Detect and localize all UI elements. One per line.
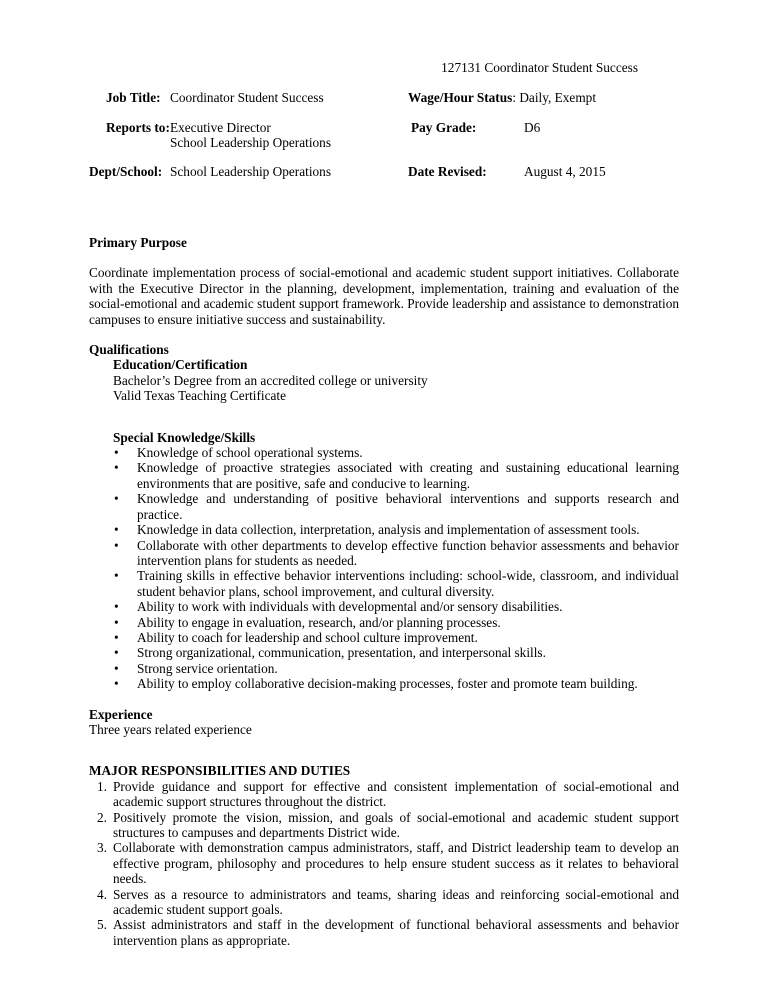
skill-item: • Knowledge of proactive strategies associated with creating and sustaining educational learning environments that are positive, safe and conducive to learning. bbox=[114, 460, 679, 491]
duty-item: 1. Provide guidance and support for effective and consistent implementation of social-emotional and academic support structures throughout the district. bbox=[97, 778, 679, 810]
bullet-icon: • bbox=[114, 568, 119, 584]
skill-item: • Ability to engage in evaluation, research, and/or planning processes. bbox=[114, 614, 501, 630]
skill-item: • Ability to employ collaborative decision-making processes, foster and promote team building. bbox=[114, 676, 638, 692]
info-row-job-title bbox=[0, 90, 768, 124]
skill-item: • Ability to work with individuals with developmental and/or sensory disabilities. bbox=[114, 599, 563, 615]
skill-item: • Collaborate with other departments to develop effective function behavior assessments and behavior intervention plans for students as needed. bbox=[114, 537, 679, 568]
bullet-icon: • bbox=[114, 460, 119, 476]
experience-text: Three years related experience bbox=[89, 721, 252, 737]
duty-item: 5. Assist administrators and staff in the development of functional behavioral assessments and behavior intervention plans as appropriate. bbox=[97, 917, 679, 948]
skill-item: • Training skills in effective behavior interventions including: school-wide, classroom, and individual student behavior plans, school improvement, and cultural diversity. bbox=[114, 568, 679, 599]
reports-to-label: Reports to: bbox=[106, 120, 170, 135]
dept-school-value: School Leadership Operations bbox=[170, 164, 331, 179]
bullet-icon: • bbox=[114, 676, 119, 692]
skill-item: • Ability to coach for leadership and school culture improvement. bbox=[114, 629, 478, 645]
education-item: Valid Texas Teaching Certificate bbox=[113, 388, 287, 404]
duty-item: 3. Collaborate with demonstration campus administrators, staff, and District leadership team to develop an effective program, philosophy and procedures to help ensure student success as it relates to behavioral needs. bbox=[97, 840, 679, 887]
pay-grade-label: Pay Grade: bbox=[411, 120, 477, 135]
pay-grade-value: D6 bbox=[524, 120, 541, 135]
info-row-dept bbox=[0, 164, 768, 198]
bullet-icon: • bbox=[114, 660, 119, 676]
date-revised-label: Date Revised: bbox=[408, 164, 487, 179]
reports-to-value bbox=[170, 120, 331, 151]
skill-item: • Strong service orientation. bbox=[114, 660, 278, 676]
bullet-icon: • bbox=[114, 629, 119, 645]
education-section bbox=[89, 357, 679, 403]
skill-item: • Knowledge in data collection, interpretation, analysis and implementation of assessment tools. bbox=[114, 522, 640, 538]
duties-heading: MAJOR RESPONSIBILITIES AND DUTIES bbox=[89, 763, 351, 779]
bullet-icon: • bbox=[114, 522, 119, 538]
bullet-icon: • bbox=[114, 445, 119, 461]
skills-section bbox=[89, 430, 679, 445]
wage-status-label: Wage/Hour Status bbox=[408, 90, 513, 105]
skill-item: • Knowledge of school operational systems. bbox=[114, 445, 363, 461]
experience-heading: Experience bbox=[89, 706, 153, 722]
reports-to-line-2: School Leadership Operations bbox=[170, 135, 331, 151]
document-header-code: 127131 Coordinator Student Success bbox=[441, 60, 638, 75]
wage-status-value: : Daily, Exempt bbox=[512, 90, 597, 105]
primary-purpose-text: Coordinate implementation process of social-emotional and academic student support initiatives. Collaborate with the Executive Director in the planning, development, implementation, training and evaluation of the social-emotional and academic student support framework. Provide leadership and assistance to demonstration campuses to ensure initiative success and sustainability. bbox=[89, 265, 679, 327]
skill-item: • Knowledge and understanding of positive behavioral interventions and supports research and practice. bbox=[114, 491, 679, 522]
job-title-label: Job Title: bbox=[106, 90, 161, 105]
reports-to-line-1: Executive Director bbox=[170, 120, 271, 135]
wage-status-field bbox=[408, 90, 596, 105]
qualifications-heading: Qualifications bbox=[89, 342, 169, 358]
primary-purpose-heading: Primary Purpose bbox=[89, 235, 187, 250]
duty-item: 4. Serves as a resource to administrators and teams, sharing ideas and reinforcing social-emotional and academic student support goals. bbox=[97, 886, 679, 918]
info-row-reports-to bbox=[0, 120, 768, 154]
skills-heading: Special Knowledge/Skills bbox=[113, 429, 256, 445]
job-title-value: Coordinator Student Success bbox=[170, 90, 324, 105]
skills-list bbox=[89, 445, 679, 692]
skill-item: • Strong organizational, communication, presentation, and interpersonal skills. bbox=[114, 645, 546, 661]
duties-list bbox=[89, 779, 679, 948]
dept-school-label: Dept/School: bbox=[89, 164, 163, 179]
bullet-icon: • bbox=[114, 614, 119, 630]
bullet-icon: • bbox=[114, 599, 119, 615]
bullet-icon: • bbox=[114, 537, 119, 553]
education-heading: Education/Certification bbox=[113, 357, 248, 373]
duty-item: 2. Positively promote the vision, mission, and goals of social-emotional and academic student support structures to campuses and departments District wide. bbox=[97, 809, 679, 840]
bullet-icon: • bbox=[114, 645, 119, 661]
document-body bbox=[89, 235, 679, 948]
date-revised-value: August 4, 2015 bbox=[524, 164, 606, 179]
education-item: Bachelor’s Degree from an accredited college or university bbox=[113, 372, 428, 388]
bullet-icon: • bbox=[114, 491, 119, 507]
